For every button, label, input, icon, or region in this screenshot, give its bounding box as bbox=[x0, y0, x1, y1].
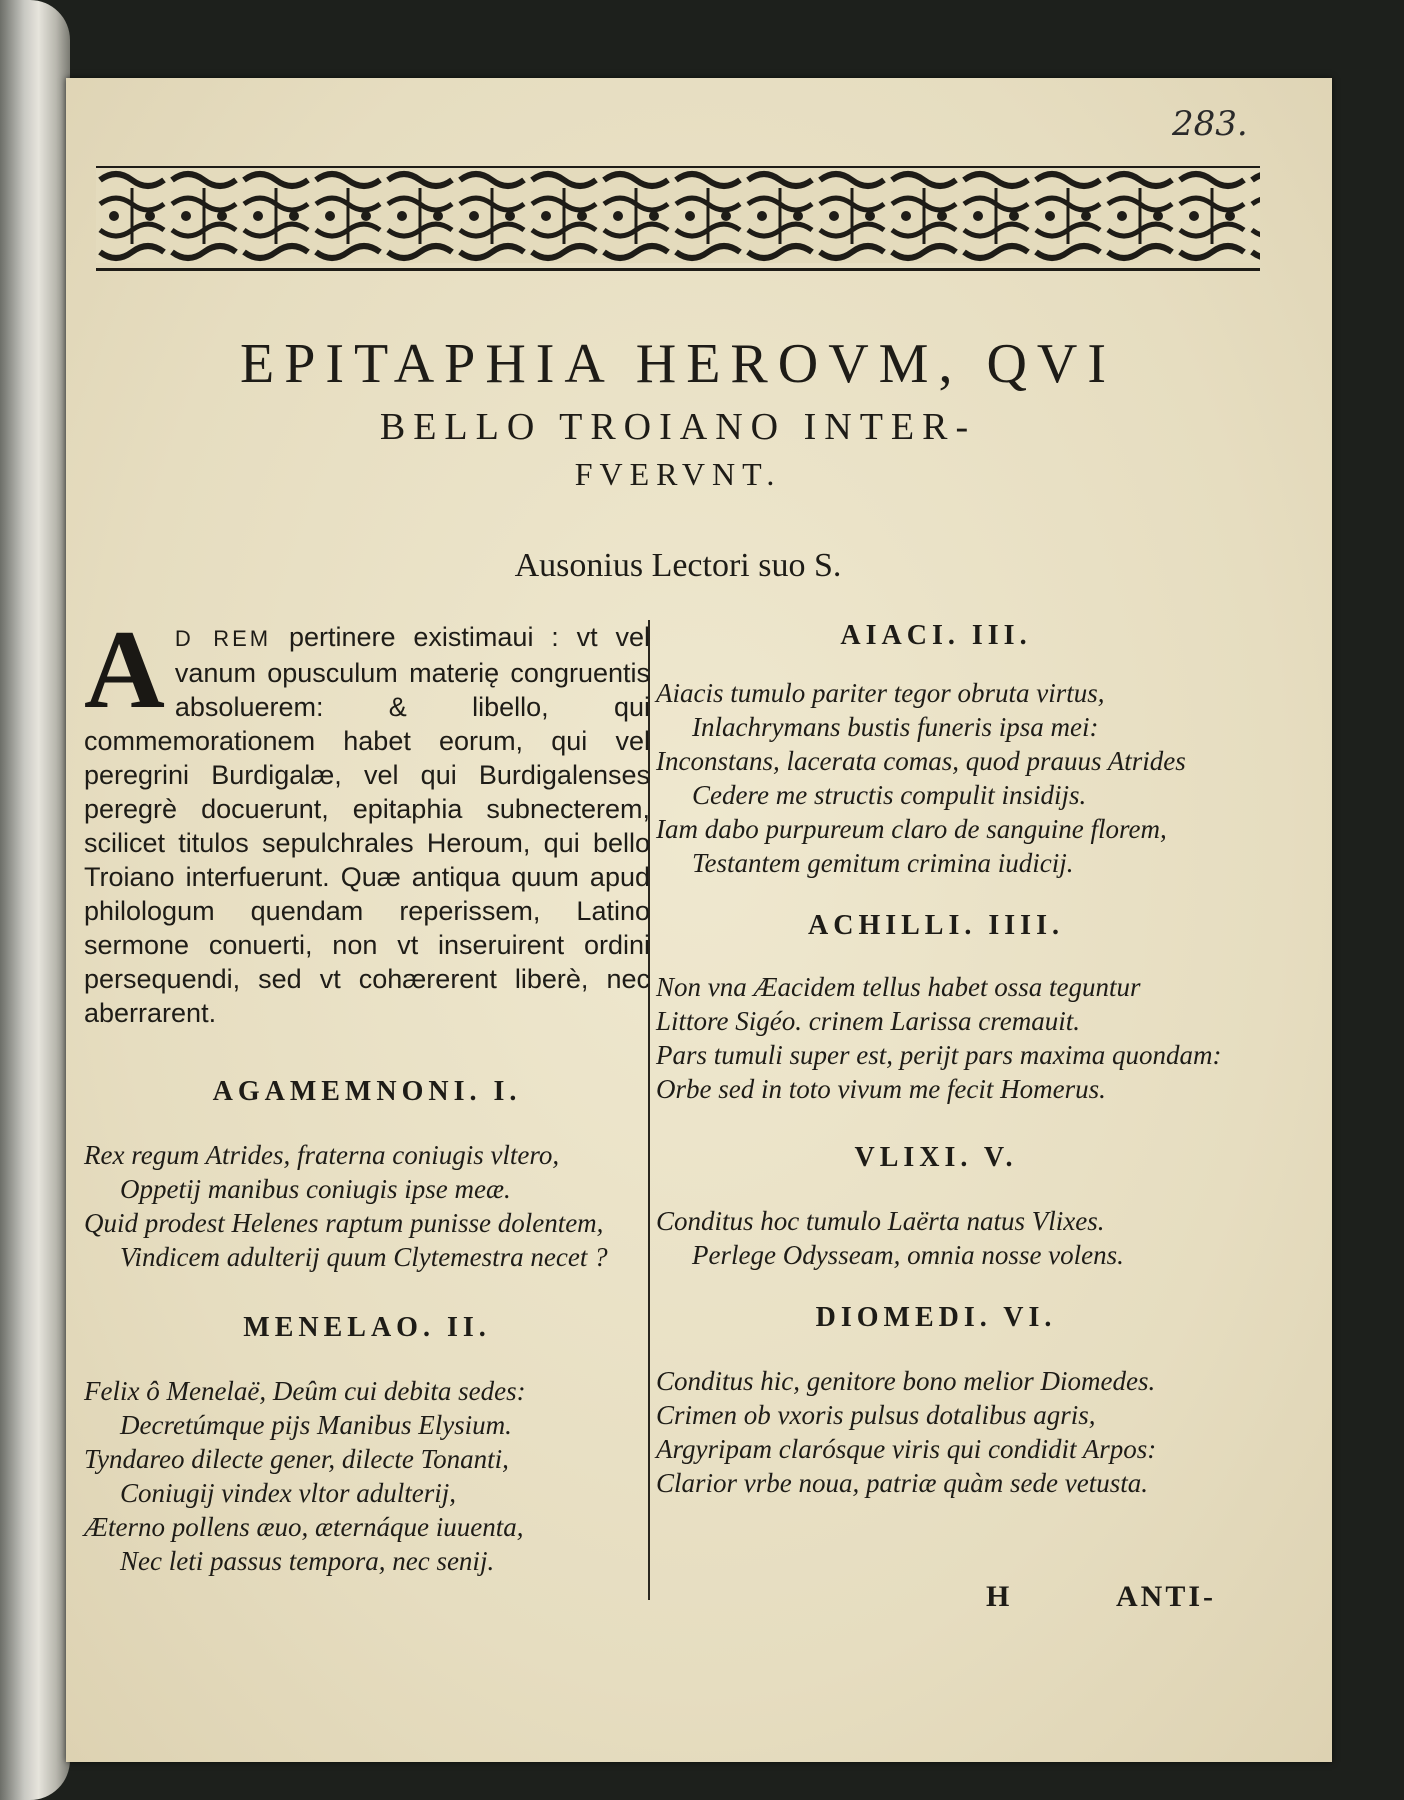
verse-line: Clarior vrbe noua, patriæ quàm sede vetusta. bbox=[656, 1468, 1148, 1498]
epitaph-verse bbox=[84, 1374, 650, 1578]
epitaph-heading: ACHILLI. IIII. bbox=[808, 910, 1064, 941]
verse-line: Coniugij vindex vltor adulterij, bbox=[120, 1478, 456, 1508]
verse-line: Vindicem adulterij quum Clytemestra necet ? bbox=[120, 1242, 608, 1272]
verse-line: Orbe sed in toto vivum me fecit Homerus. bbox=[656, 1074, 1106, 1104]
verse-line: Inconstans, lacerata comas, quod prauus Atrides bbox=[656, 746, 1186, 776]
verse-line: Conditus hic, genitore bono melior Diomedes. bbox=[656, 1366, 1156, 1396]
verse-line: Cedere me structis compulit insidijs. bbox=[692, 780, 1087, 810]
verse-line: Argyripam clarósque viris qui condidit Arpos: bbox=[656, 1434, 1157, 1464]
verse-line: Aiacis tumulo pariter tegor obruta virtus, bbox=[656, 678, 1105, 708]
verse-line: Crimen ob vxoris pulsus dotalibus agris, bbox=[656, 1400, 1096, 1430]
epitaph-verse bbox=[656, 970, 1222, 1106]
signature-mark: H bbox=[986, 1580, 1010, 1613]
verse-line: Perlege Odysseam, omnia nosse volens. bbox=[692, 1240, 1124, 1270]
preface-paragraph bbox=[84, 608, 651, 1030]
epitaph-verse bbox=[656, 1364, 1216, 1500]
page-number: 283. bbox=[1172, 104, 1248, 144]
left-column bbox=[84, 608, 651, 1578]
title-line-2: BELLO TROIANO INTER- bbox=[379, 406, 977, 448]
preface-lead: D REM bbox=[174, 626, 272, 651]
title-line-1: EPITAPHIA HEROVM, QVI bbox=[240, 333, 1116, 395]
verse-line: Æterno pollens æuo, æternáque iuuenta, bbox=[84, 1512, 524, 1542]
verse-line: Iam dabo purpureum claro de sanguine florem, bbox=[656, 814, 1167, 844]
verse-line: Nec leti passus tempora, nec senij. bbox=[120, 1546, 495, 1576]
verse-line: Oppetij manibus coniugis ipse meæ. bbox=[120, 1174, 511, 1204]
epitaph-verse bbox=[656, 1204, 1216, 1272]
verse-line: Pars tumuli super est, perijt pars maxima quondam: bbox=[656, 1040, 1222, 1070]
epitaph-heading: AIACI. III. bbox=[840, 620, 1032, 651]
ornament-band bbox=[96, 166, 1260, 271]
verse-line: Testantem gemitum crimina iudicij. bbox=[692, 848, 1074, 878]
verse-line: Inlachrymans bustis funeris ipsa mei: bbox=[692, 712, 1099, 742]
epitaph-heading: AGAMEMNONI. I. bbox=[212, 1076, 522, 1107]
preface-text: pertinere existimaui : vt vel vanum opusculum materię congruentis absoluerem: & libello, qui commemorationem habet eorum, qui vel peregrini Burdigalæ, vel qui Burdigalenses peregrè docuerunt, epitaphia subnecterem, scilicet titulos sepulchrales Heroum, qui bello Troiano interfuerunt. Quæ antiqua quum apud philologum quendam reperissem, Latino sermone conuerti, non vt inseruirent ordini persequendi, sed vt cohærerent liberè, nec aberrarent. bbox=[84, 622, 651, 1028]
ornament-pattern bbox=[96, 168, 1260, 263]
verse-line: Quid prodest Helenes raptum punisse dolentem, bbox=[84, 1208, 604, 1238]
verse-line: Littore Sigéo. crinem Larissa cremauit. bbox=[656, 1006, 1080, 1036]
right-column bbox=[656, 620, 1222, 1500]
book-edge bbox=[0, 0, 70, 1800]
catchword: ANTI- bbox=[1116, 1580, 1217, 1613]
epitaph-verse bbox=[84, 1138, 650, 1274]
drop-cap: A bbox=[84, 608, 165, 732]
verse-line: Conditus hoc tumulo Laërta natus Vlixes. bbox=[656, 1206, 1105, 1236]
epitaph-heading: DIOMEDI. VI. bbox=[815, 1302, 1057, 1333]
subtitle: Ausonius Lectori suo S. bbox=[514, 547, 842, 584]
verse-line: Felix ô Menelaë, Deûm cui debita sedes: bbox=[84, 1376, 526, 1406]
verse-line: Decretúmque pijs Manibus Elysium. bbox=[120, 1410, 512, 1440]
verse-line: Tyndareo dilecte gener, dilecte Tonanti, bbox=[84, 1444, 509, 1474]
epitaph-verse bbox=[656, 676, 1216, 880]
epitaph-heading: VLIXI. V. bbox=[854, 1142, 1018, 1173]
title-line-3: FVERVNT. bbox=[574, 456, 782, 492]
epitaph-heading: MENELAO. II. bbox=[243, 1312, 491, 1343]
verse-line: Non vna Æacidem tellus habet ossa teguntur bbox=[656, 972, 1141, 1002]
verse-line: Rex regum Atrides, fraterna coniugis vltero, bbox=[84, 1140, 560, 1170]
